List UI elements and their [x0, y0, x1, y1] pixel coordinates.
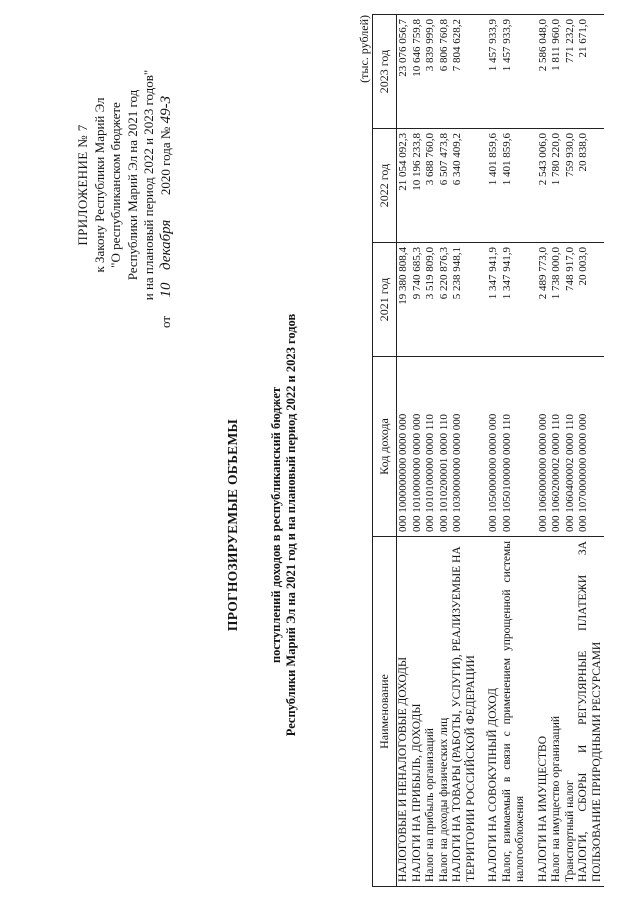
title-subtitle-2: Республики Марий Эл на 2021 год и на плановый период 2022 и 2023 годов	[284, 313, 298, 737]
title-subtitle-1: поступлений доходов в республиканский бюджет	[269, 386, 283, 664]
row-name: Налог на прибыль организаций	[424, 537, 438, 887]
row-value-2023: 3 839 999,0	[424, 15, 438, 129]
row-code: 000 1050000000 0000 000	[487, 357, 501, 537]
date-year: 2020 года №	[157, 126, 173, 196]
table-row	[501, 15, 528, 887]
table-row	[424, 15, 438, 887]
row-value-2021: 9 740 685,3	[411, 243, 425, 357]
table-row	[564, 15, 578, 887]
row-value-2021: 6 220 876,3	[438, 243, 452, 357]
row-value-2023: 23 076 056,7	[397, 15, 411, 129]
appendix-line-3: Республики Марий Эл на 2021 год	[124, 89, 140, 281]
row-code: 000 1070000000 0000 000	[577, 357, 604, 537]
row-value-2023: 21 671,0	[577, 15, 604, 129]
row-code: 000 1010000000 0000 000	[411, 357, 425, 537]
row-value-2022: 759 930,0	[564, 129, 578, 243]
row-name: НАЛОГИ НА ИМУЩЕСТВО	[537, 537, 551, 887]
row-value-2021: 3 519 809,0	[424, 243, 438, 357]
row-value-2022: 10 196 233,8	[411, 129, 425, 243]
appendix-header	[75, 20, 174, 350]
row-value-2023: 6 806 760,8	[438, 15, 452, 129]
row-value-2022: 6 340 409,2	[451, 129, 478, 243]
row-code: 000 1050100000 0000 110	[501, 357, 528, 537]
row-value-2022: 2 543 006,0	[537, 129, 551, 243]
row-code: 000 1010100000 0000 110	[424, 357, 438, 537]
row-name: НАЛОГИ, СБОРЫ И РЕГУЛЯРНЫЕ ПЛАТЕЖИ ЗА ПОЛЬЗОВАНИЕ ПРИРОДНЫМИ РЕСУРСАМИ	[577, 537, 604, 887]
col-header-2021: 2021 год	[373, 243, 397, 357]
row-value-2023: 7 804 628,2	[451, 15, 478, 129]
row-value-2021: 2 489 773,0	[537, 243, 551, 357]
row-code: 000 1060200002 0000 110	[550, 357, 564, 537]
table-row	[411, 15, 425, 887]
row-value-2021: 748 917,0	[564, 243, 578, 357]
table-spacer-row	[478, 15, 487, 887]
date-prefix: от	[157, 315, 173, 328]
row-code: 000 1060400002 0000 110	[564, 357, 578, 537]
appendix-title: ПРИЛОЖЕНИЕ № 7	[75, 124, 90, 246]
col-header-2023: 2023 год	[373, 15, 397, 129]
row-name: Налог на имущество организаций	[550, 537, 564, 887]
date-month: декабря	[157, 219, 174, 270]
row-value-2022: 6 507 473,8	[438, 129, 452, 243]
row-name: НАЛОГИ НА ТОВАРЫ (РАБОТЫ, УСЛУГИ), РЕАЛИЗУЕМЫЕ НА ТЕРРИТОРИИ РОССИЙСКОЙ ФЕДЕРАЦИИ	[451, 537, 478, 887]
row-value-2021: 20 003,0	[577, 243, 604, 357]
row-value-2022: 21 054 092,3	[397, 129, 411, 243]
table-row	[550, 15, 564, 887]
law-number: 49-З	[157, 96, 174, 124]
row-value-2023: 771 232,0	[564, 15, 578, 129]
appendix-line-1: к Закону Республики Марий Эл	[91, 97, 107, 273]
row-value-2022: 20 838,0	[577, 129, 604, 243]
table-row	[438, 15, 452, 887]
row-value-2022: 3 688 760,0	[424, 129, 438, 243]
date-day: 10	[157, 282, 174, 298]
row-code: 000 1060000000 0000 000	[537, 357, 551, 537]
document-title	[225, 245, 299, 805]
col-header-code: Код дохода	[373, 357, 397, 537]
appendix-line-4: и на плановый период 2022 и 2023 годов"	[141, 69, 156, 301]
table-header-row	[373, 15, 397, 887]
row-code: 000 1030000000 0000 000	[451, 357, 478, 537]
row-name: НАЛОГОВЫЕ И НЕНАЛОГОВЫЕ ДОХОДЫ	[397, 537, 411, 887]
title-main: ПРОГНОЗИРУЕМЫЕ ОБЪЕМЫ	[225, 418, 240, 632]
table-row	[487, 15, 501, 887]
row-value-2023: 1 811 960,0	[550, 15, 564, 129]
row-name: НАЛОГИ НА ПРИБЫЛЬ, ДОХОДЫ	[411, 537, 425, 887]
income-table	[372, 14, 604, 887]
row-name: Транспортный налог	[564, 537, 578, 887]
row-value-2023: 10 646 759,8	[411, 15, 425, 129]
col-header-name: Наименование	[373, 537, 397, 887]
row-code: 000 1010200001 0000 110	[438, 357, 452, 537]
table-spacer-row	[528, 15, 537, 887]
row-value-2022: 1 401 859,6	[487, 129, 501, 243]
row-value-2022: 1 780 220,0	[550, 129, 564, 243]
table-row	[397, 15, 411, 887]
table-row	[537, 15, 551, 887]
appendix-line-2: "О республиканском бюджете	[108, 102, 123, 268]
table-row	[451, 15, 478, 887]
row-value-2021: 1 347 941,9	[487, 243, 501, 357]
row-code: 000 1000000000 0000 000	[397, 357, 411, 537]
row-value-2021: 1 347 941,9	[501, 243, 528, 357]
row-value-2022: 1 401 859,6	[501, 129, 528, 243]
row-value-2021: 1 738 000,0	[550, 243, 564, 357]
row-name: Налог, взимаемый в связи с применением упрощенной системы налогообложения	[501, 537, 528, 887]
col-header-2022: 2022 год	[373, 129, 397, 243]
table-row	[577, 15, 604, 887]
row-value-2021: 5 238 948,1	[451, 243, 478, 357]
appendix-date-line	[158, 20, 175, 350]
row-value-2023: 1 457 933,9	[487, 15, 501, 129]
row-value-2023: 1 457 933,9	[501, 15, 528, 129]
row-name: НАЛОГИ НА СОВОКУПНЫЙ ДОХОД	[487, 537, 501, 887]
row-value-2021: 19 380 808,4	[397, 243, 411, 357]
row-value-2023: 2 586 048,0	[537, 15, 551, 129]
units-label: (тыс. рублей)	[357, 15, 371, 83]
row-name: Налог на доходы физических лиц	[438, 537, 452, 887]
